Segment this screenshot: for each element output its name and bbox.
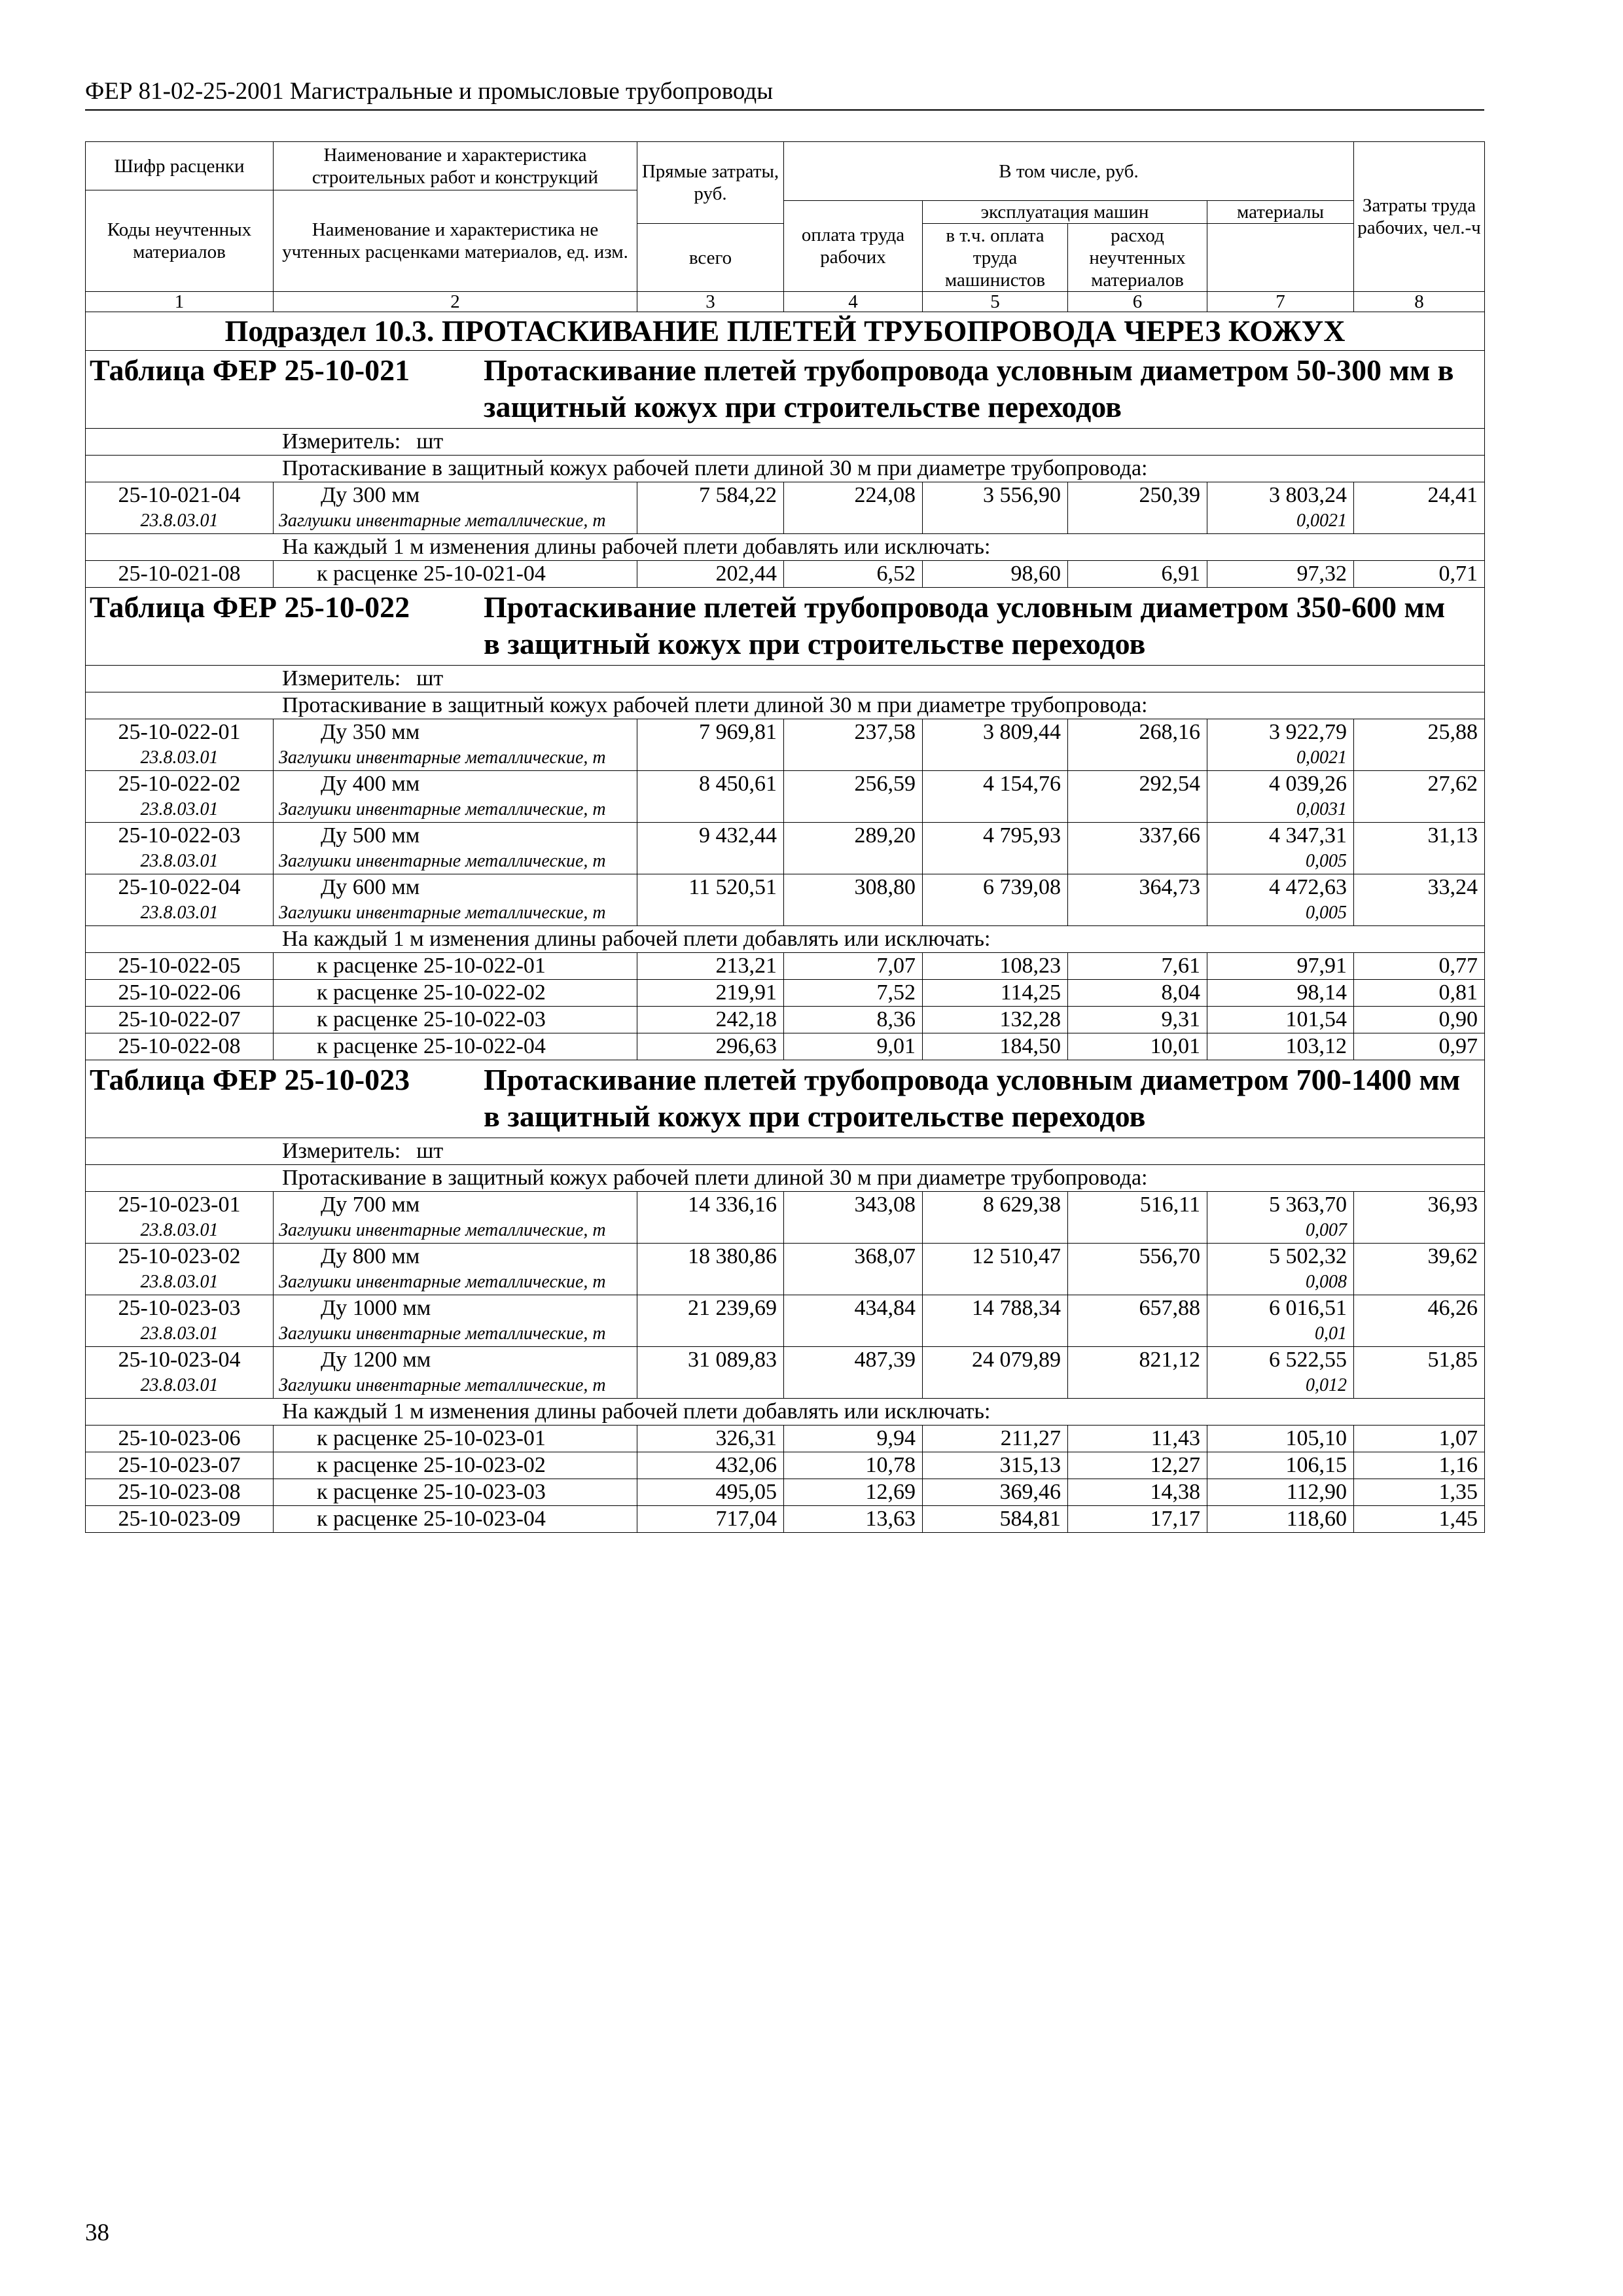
direct-costs: 219,91 bbox=[637, 980, 784, 1007]
materials-cost: 118,60 bbox=[1207, 1506, 1354, 1533]
machinist-pay: 364,73 bbox=[1068, 874, 1207, 926]
direct-costs: 18 380,86 bbox=[637, 1244, 784, 1295]
measure-label: Измеритель: bbox=[282, 1139, 401, 1163]
table-code: Таблица ФЕР 25-10-022 bbox=[90, 590, 410, 624]
materials-cell bbox=[1207, 1192, 1354, 1244]
table-name: Протаскивание плетей трубопровода условным диаметром 350-600 мм в защитный кожух при строительстве переходов bbox=[484, 590, 1446, 660]
rate-name-cell bbox=[274, 1192, 637, 1244]
labor-hours: 33,24 bbox=[1354, 874, 1485, 926]
machinist-pay: 14,38 bbox=[1068, 1479, 1207, 1506]
rate-name: Ду 700 мм bbox=[321, 1193, 420, 1217]
direct-costs: 7 584,22 bbox=[637, 482, 784, 534]
machinist-pay: 12,27 bbox=[1068, 1452, 1207, 1479]
material-name: Заглушки инвентарные металлические, т bbox=[279, 747, 606, 768]
rate-code: 25-10-023-02 bbox=[118, 1244, 241, 1268]
measure-cell bbox=[86, 1138, 1485, 1165]
materials-cell bbox=[1207, 771, 1354, 823]
materials-cell bbox=[1207, 1347, 1354, 1399]
header-material-names: Наименование и характеристика не учтенных расценками материалов, ед. изм. bbox=[274, 190, 637, 292]
machines-total: 211,27 bbox=[923, 1426, 1068, 1452]
material-quantity: 0,005 bbox=[1306, 851, 1347, 871]
material-quantity: 0,007 bbox=[1306, 1220, 1347, 1240]
materials-cell bbox=[1207, 874, 1354, 926]
machinist-pay: 8,04 bbox=[1068, 980, 1207, 1007]
measure-unit: шт bbox=[416, 1139, 444, 1163]
header-rule bbox=[85, 109, 1484, 111]
column-number: 4 bbox=[784, 292, 923, 312]
rate-code: 25-10-022-05 bbox=[86, 953, 274, 980]
material-code: 23.8.03.01 bbox=[140, 1272, 219, 1292]
rate-code: 25-10-022-02 bbox=[118, 772, 241, 796]
header-machinist-pay: в т.ч. оплата труда машинистов bbox=[923, 224, 1068, 292]
table-title-row bbox=[86, 351, 1485, 429]
direct-costs: 9 432,44 bbox=[637, 823, 784, 874]
machinist-pay: 7,61 bbox=[1068, 953, 1207, 980]
table-row bbox=[86, 874, 1485, 926]
rate-name-cell bbox=[274, 1244, 637, 1295]
table-row bbox=[86, 1033, 1485, 1060]
rate-name: Ду 600 мм bbox=[321, 875, 420, 899]
direct-costs: 213,21 bbox=[637, 953, 784, 980]
add-note-row bbox=[86, 534, 1485, 561]
header-unaccounted-materials: расход неучтенных материалов bbox=[1068, 224, 1207, 292]
column-number: 8 bbox=[1354, 292, 1485, 312]
machinist-pay: 337,66 bbox=[1068, 823, 1207, 874]
materials-cost: 4 039,26 bbox=[1269, 772, 1347, 796]
table-name: Протаскивание плетей трубопровода условным диаметром 700-1400 мм в защитный кожух при строительстве переходов bbox=[484, 1063, 1461, 1133]
machines-total: 114,25 bbox=[923, 980, 1068, 1007]
running-head: ФЕР 81-02-25-2001 Магистральные и промысловые трубопроводы bbox=[85, 78, 774, 105]
table-row bbox=[86, 1506, 1485, 1533]
column-number: 1 bbox=[86, 292, 274, 312]
labor-hours: 1,45 bbox=[1354, 1506, 1485, 1533]
materials-cost: 98,14 bbox=[1207, 980, 1354, 1007]
materials-cost: 4 347,31 bbox=[1269, 823, 1347, 848]
group-note: Протаскивание в защитный кожух рабочей плети длиной 30 м при диаметре трубопровода: bbox=[86, 456, 1485, 482]
labor-hours: 24,41 bbox=[1354, 482, 1485, 534]
machinist-pay: 250,39 bbox=[1068, 482, 1207, 534]
table-row bbox=[86, 719, 1485, 771]
materials-cost: 4 472,63 bbox=[1269, 875, 1347, 899]
labor-pay: 7,52 bbox=[784, 980, 923, 1007]
rate-code-cell bbox=[86, 482, 274, 534]
page-number: 38 bbox=[85, 2219, 109, 2246]
rate-name: к расценке 25-10-022-03 bbox=[274, 1007, 637, 1033]
machinist-pay: 516,11 bbox=[1068, 1192, 1207, 1244]
material-code: 23.8.03.01 bbox=[140, 799, 219, 819]
machines-total: 369,46 bbox=[923, 1479, 1068, 1506]
labor-hours: 0,81 bbox=[1354, 980, 1485, 1007]
table-row bbox=[86, 561, 1485, 588]
add-note-row bbox=[86, 1399, 1485, 1426]
header-work-name: Наименование и характеристика строительных работ и конструкций bbox=[274, 142, 637, 190]
measure-cell bbox=[86, 666, 1485, 692]
rate-code: 25-10-023-01 bbox=[118, 1193, 241, 1217]
header-labor-hours: Затраты труда рабочих, чел.-ч bbox=[1354, 142, 1485, 292]
material-name: Заглушки инвентарные металлические, т bbox=[279, 511, 606, 531]
material-code: 23.8.03.01 bbox=[140, 1220, 219, 1240]
table-row bbox=[86, 1244, 1485, 1295]
table-row bbox=[86, 1295, 1485, 1347]
labor-hours: 39,62 bbox=[1354, 1244, 1485, 1295]
price-table bbox=[85, 141, 1485, 1533]
material-name: Заглушки инвентарные металлические, т bbox=[279, 851, 606, 871]
table-title bbox=[86, 351, 1485, 429]
machines-total: 4 795,93 bbox=[923, 823, 1068, 874]
material-name: Заглушки инвентарные металлические, т bbox=[279, 799, 606, 819]
machinist-pay: 6,91 bbox=[1068, 561, 1207, 588]
rate-name-cell bbox=[274, 1295, 637, 1347]
rate-name: Ду 300 мм bbox=[321, 483, 420, 507]
labor-hours: 1,16 bbox=[1354, 1452, 1485, 1479]
header-labor-pay: оплата труда рабочих bbox=[784, 201, 923, 292]
rate-name-cell bbox=[274, 823, 637, 874]
machinist-pay: 10,01 bbox=[1068, 1033, 1207, 1060]
labor-hours: 0,71 bbox=[1354, 561, 1485, 588]
rate-name: к расценке 25-10-021-04 bbox=[274, 561, 637, 588]
table-title-row bbox=[86, 1060, 1485, 1138]
machines-total: 8 629,38 bbox=[923, 1192, 1068, 1244]
materials-cost: 103,12 bbox=[1207, 1033, 1354, 1060]
header-materials: материалы bbox=[1207, 201, 1354, 224]
table-title bbox=[86, 588, 1485, 666]
labor-pay: 256,59 bbox=[784, 771, 923, 823]
machines-total: 3 556,90 bbox=[923, 482, 1068, 534]
machines-total: 14 788,34 bbox=[923, 1295, 1068, 1347]
header-material-codes: Коды неучтенных материалов bbox=[86, 190, 274, 292]
rate-name: Ду 500 мм bbox=[321, 823, 420, 848]
machines-total: 12 510,47 bbox=[923, 1244, 1068, 1295]
rate-name: Ду 350 мм bbox=[321, 720, 420, 744]
rate-name: Ду 400 мм bbox=[321, 772, 420, 796]
machines-total: 6 739,08 bbox=[923, 874, 1068, 926]
direct-costs: 11 520,51 bbox=[637, 874, 784, 926]
add-note: На каждый 1 м изменения длины рабочей плети добавлять или исключать: bbox=[86, 534, 1485, 561]
labor-pay: 10,78 bbox=[784, 1452, 923, 1479]
rate-code: 25-10-021-04 bbox=[118, 483, 241, 507]
table-row bbox=[86, 1426, 1485, 1452]
rate-name: к расценке 25-10-023-02 bbox=[274, 1452, 637, 1479]
table-row bbox=[86, 1452, 1485, 1479]
rate-name-cell bbox=[274, 1347, 637, 1399]
labor-pay: 12,69 bbox=[784, 1479, 923, 1506]
table-row bbox=[86, 771, 1485, 823]
direct-costs: 31 089,83 bbox=[637, 1347, 784, 1399]
group-note-row bbox=[86, 692, 1485, 719]
rate-name-cell bbox=[274, 482, 637, 534]
rate-name: Ду 1000 мм bbox=[321, 1296, 431, 1320]
header-including: В том числе, руб. bbox=[784, 142, 1354, 201]
labor-pay: 487,39 bbox=[784, 1347, 923, 1399]
materials-cost: 106,15 bbox=[1207, 1452, 1354, 1479]
machines-total: 132,28 bbox=[923, 1007, 1068, 1033]
machines-total: 24 079,89 bbox=[923, 1347, 1068, 1399]
labor-pay: 13,63 bbox=[784, 1506, 923, 1533]
materials-cost: 112,90 bbox=[1207, 1479, 1354, 1506]
labor-pay: 308,80 bbox=[784, 874, 923, 926]
machinist-pay: 657,88 bbox=[1068, 1295, 1207, 1347]
measure-unit: шт bbox=[416, 429, 444, 454]
rate-name: к расценке 25-10-023-03 bbox=[274, 1479, 637, 1506]
labor-pay: 343,08 bbox=[784, 1192, 923, 1244]
direct-costs: 8 450,61 bbox=[637, 771, 784, 823]
table-row bbox=[86, 1007, 1485, 1033]
labor-pay: 9,01 bbox=[784, 1033, 923, 1060]
machinist-pay: 292,54 bbox=[1068, 771, 1207, 823]
rate-code: 25-10-023-04 bbox=[118, 1348, 241, 1372]
measure-label: Измеритель: bbox=[282, 666, 401, 691]
table-row bbox=[86, 1347, 1485, 1399]
labor-hours: 25,88 bbox=[1354, 719, 1485, 771]
measure-label: Измеритель: bbox=[282, 429, 401, 454]
labor-hours: 0,90 bbox=[1354, 1007, 1485, 1033]
materials-cost: 97,91 bbox=[1207, 953, 1354, 980]
machines-total: 3 809,44 bbox=[923, 719, 1068, 771]
direct-costs: 495,05 bbox=[637, 1479, 784, 1506]
table-code: Таблица ФЕР 25-10-023 bbox=[90, 1063, 410, 1096]
rate-code-cell bbox=[86, 823, 274, 874]
rate-name-cell bbox=[274, 719, 637, 771]
labor-hours: 31,13 bbox=[1354, 823, 1485, 874]
header-machines: эксплуатация машин bbox=[923, 201, 1207, 224]
measure-row bbox=[86, 429, 1485, 456]
material-code: 23.8.03.01 bbox=[140, 851, 219, 871]
material-name: Заглушки инвентарные металлические, т bbox=[279, 903, 606, 923]
direct-costs: 7 969,81 bbox=[637, 719, 784, 771]
labor-pay: 289,20 bbox=[784, 823, 923, 874]
machines-total: 184,50 bbox=[923, 1033, 1068, 1060]
labor-hours: 36,93 bbox=[1354, 1192, 1485, 1244]
labor-pay: 8,36 bbox=[784, 1007, 923, 1033]
material-name: Заглушки инвентарные металлические, т bbox=[279, 1375, 606, 1395]
table-body bbox=[86, 142, 1485, 1533]
labor-pay: 7,07 bbox=[784, 953, 923, 980]
table-row bbox=[86, 980, 1485, 1007]
direct-costs: 242,18 bbox=[637, 1007, 784, 1033]
measure-cell bbox=[86, 429, 1485, 456]
labor-hours: 51,85 bbox=[1354, 1347, 1485, 1399]
rate-code-cell bbox=[86, 1347, 274, 1399]
column-number: 5 bbox=[923, 292, 1068, 312]
rate-name: Ду 1200 мм bbox=[321, 1348, 431, 1372]
material-code: 23.8.03.01 bbox=[140, 511, 219, 531]
rate-name: к расценке 25-10-022-02 bbox=[274, 980, 637, 1007]
table-name: Протаскивание плетей трубопровода условным диаметром 50-300 мм в защитный кожух при строительстве переходов bbox=[484, 353, 1454, 423]
rate-code-cell bbox=[86, 1192, 274, 1244]
table-row bbox=[86, 482, 1485, 534]
labor-hours: 1,07 bbox=[1354, 1426, 1485, 1452]
labor-pay: 6,52 bbox=[784, 561, 923, 588]
rate-code: 25-10-022-03 bbox=[118, 823, 241, 848]
table-row bbox=[86, 953, 1485, 980]
material-quantity: 0,0021 bbox=[1296, 747, 1347, 768]
machinist-pay: 17,17 bbox=[1068, 1506, 1207, 1533]
rate-name: к расценке 25-10-023-04 bbox=[274, 1506, 637, 1533]
rate-code: 25-10-022-07 bbox=[86, 1007, 274, 1033]
group-note: Протаскивание в защитный кожух рабочей плети длиной 30 м при диаметре трубопровода: bbox=[86, 1165, 1485, 1192]
materials-cell bbox=[1207, 482, 1354, 534]
rate-code-cell bbox=[86, 1244, 274, 1295]
column-number: 6 bbox=[1068, 292, 1207, 312]
machinist-pay: 11,43 bbox=[1068, 1426, 1207, 1452]
labor-pay: 224,08 bbox=[784, 482, 923, 534]
labor-pay: 434,84 bbox=[784, 1295, 923, 1347]
materials-cost: 5 363,70 bbox=[1269, 1193, 1347, 1217]
materials-cost: 3 803,24 bbox=[1269, 483, 1347, 507]
material-code: 23.8.03.01 bbox=[140, 1323, 219, 1344]
materials-cell bbox=[1207, 823, 1354, 874]
material-quantity: 0,005 bbox=[1306, 903, 1347, 923]
subsection-title: Подраздел 10.3. ПРОТАСКИВАНИЕ ПЛЕТЕЙ ТРУБОПРОВОДА ЧЕРЕЗ КОЖУХ bbox=[86, 312, 1485, 351]
material-name: Заглушки инвентарные металлические, т bbox=[279, 1323, 606, 1344]
rate-code: 25-10-022-06 bbox=[86, 980, 274, 1007]
material-code: 23.8.03.01 bbox=[140, 903, 219, 923]
direct-costs: 21 239,69 bbox=[637, 1295, 784, 1347]
material-quantity: 0,012 bbox=[1306, 1375, 1347, 1395]
material-code: 23.8.03.01 bbox=[140, 1375, 219, 1395]
rate-name-cell bbox=[274, 771, 637, 823]
rate-code-cell bbox=[86, 874, 274, 926]
add-note: На каждый 1 м изменения длины рабочей плети добавлять или исключать: bbox=[86, 1399, 1485, 1426]
table-row bbox=[86, 823, 1485, 874]
header-machines-total: всего bbox=[637, 224, 784, 292]
rate-code-cell bbox=[86, 771, 274, 823]
labor-hours: 46,26 bbox=[1354, 1295, 1485, 1347]
rate-code: 25-10-022-04 bbox=[118, 875, 241, 899]
labor-hours: 0,77 bbox=[1354, 953, 1485, 980]
group-note-row bbox=[86, 456, 1485, 482]
direct-costs: 296,63 bbox=[637, 1033, 784, 1060]
rate-code-cell bbox=[86, 719, 274, 771]
measure-row bbox=[86, 1138, 1485, 1165]
materials-cost: 97,32 bbox=[1207, 561, 1354, 588]
table-code: Таблица ФЕР 25-10-021 bbox=[90, 353, 410, 387]
column-number: 7 bbox=[1207, 292, 1354, 312]
rate-code: 25-10-023-09 bbox=[86, 1506, 274, 1533]
machines-total: 98,60 bbox=[923, 561, 1068, 588]
material-name: Заглушки инвентарные металлические, т bbox=[279, 1220, 606, 1240]
header-direct-costs: Прямые затраты, руб. bbox=[637, 142, 784, 224]
materials-cost: 3 922,79 bbox=[1269, 720, 1347, 744]
labor-pay: 9,94 bbox=[784, 1426, 923, 1452]
machinist-pay: 9,31 bbox=[1068, 1007, 1207, 1033]
direct-costs: 326,31 bbox=[637, 1426, 784, 1452]
labor-hours: 1,35 bbox=[1354, 1479, 1485, 1506]
rate-code-cell bbox=[86, 1295, 274, 1347]
material-quantity: 0,0031 bbox=[1296, 799, 1347, 819]
labor-pay: 237,58 bbox=[784, 719, 923, 771]
header-rate-code: Шифр расценки bbox=[86, 142, 274, 190]
materials-cost: 101,54 bbox=[1207, 1007, 1354, 1033]
machines-total: 108,23 bbox=[923, 953, 1068, 980]
direct-costs: 717,04 bbox=[637, 1506, 784, 1533]
material-name: Заглушки инвентарные металлические, т bbox=[279, 1272, 606, 1292]
material-quantity: 0,0021 bbox=[1296, 511, 1347, 531]
column-number: 2 bbox=[274, 292, 637, 312]
measure-row bbox=[86, 666, 1485, 692]
materials-cell bbox=[1207, 1295, 1354, 1347]
group-note: Протаскивание в защитный кожух рабочей плети длиной 30 м при диаметре трубопровода: bbox=[86, 692, 1485, 719]
measure-unit: шт bbox=[416, 666, 444, 691]
labor-pay: 368,07 bbox=[784, 1244, 923, 1295]
rate-code: 25-10-022-08 bbox=[86, 1033, 274, 1060]
rate-code: 25-10-023-08 bbox=[86, 1479, 274, 1506]
direct-costs: 202,44 bbox=[637, 561, 784, 588]
direct-costs: 432,06 bbox=[637, 1452, 784, 1479]
rate-code: 25-10-022-01 bbox=[118, 720, 241, 744]
machinist-pay: 556,70 bbox=[1068, 1244, 1207, 1295]
rate-name: к расценке 25-10-023-01 bbox=[274, 1426, 637, 1452]
machinist-pay: 821,12 bbox=[1068, 1347, 1207, 1399]
rate-code: 25-10-023-07 bbox=[86, 1452, 274, 1479]
materials-cost: 6 522,55 bbox=[1269, 1348, 1347, 1372]
rate-code: 25-10-023-06 bbox=[86, 1426, 274, 1452]
add-note-row bbox=[86, 926, 1485, 953]
labor-hours: 27,62 bbox=[1354, 771, 1485, 823]
rate-code: 25-10-023-03 bbox=[118, 1296, 241, 1320]
machines-total: 315,13 bbox=[923, 1452, 1068, 1479]
group-note-row bbox=[86, 1165, 1485, 1192]
machines-total: 4 154,76 bbox=[923, 771, 1068, 823]
material-quantity: 0,008 bbox=[1306, 1272, 1347, 1292]
rate-name: Ду 800 мм bbox=[321, 1244, 420, 1268]
machines-total: 584,81 bbox=[923, 1506, 1068, 1533]
add-note: На каждый 1 м изменения длины рабочей плети добавлять или исключать: bbox=[86, 926, 1485, 953]
materials-cost: 105,10 bbox=[1207, 1426, 1354, 1452]
table-title-row bbox=[86, 588, 1485, 666]
table-row bbox=[86, 1192, 1485, 1244]
material-code: 23.8.03.01 bbox=[140, 747, 219, 768]
direct-costs: 14 336,16 bbox=[637, 1192, 784, 1244]
machinist-pay: 268,16 bbox=[1068, 719, 1207, 771]
materials-cell bbox=[1207, 719, 1354, 771]
column-number: 3 bbox=[637, 292, 784, 312]
labor-hours: 0,97 bbox=[1354, 1033, 1485, 1060]
rate-name-cell bbox=[274, 874, 637, 926]
rate-name: к расценке 25-10-022-04 bbox=[274, 1033, 637, 1060]
materials-cell bbox=[1207, 1244, 1354, 1295]
materials-cost: 6 016,51 bbox=[1269, 1296, 1347, 1320]
table-title bbox=[86, 1060, 1485, 1138]
rate-code: 25-10-021-08 bbox=[86, 561, 274, 588]
rate-name: к расценке 25-10-022-01 bbox=[274, 953, 637, 980]
material-quantity: 0,01 bbox=[1315, 1323, 1347, 1344]
table-row bbox=[86, 1479, 1485, 1506]
materials-cost: 5 502,32 bbox=[1269, 1244, 1347, 1268]
